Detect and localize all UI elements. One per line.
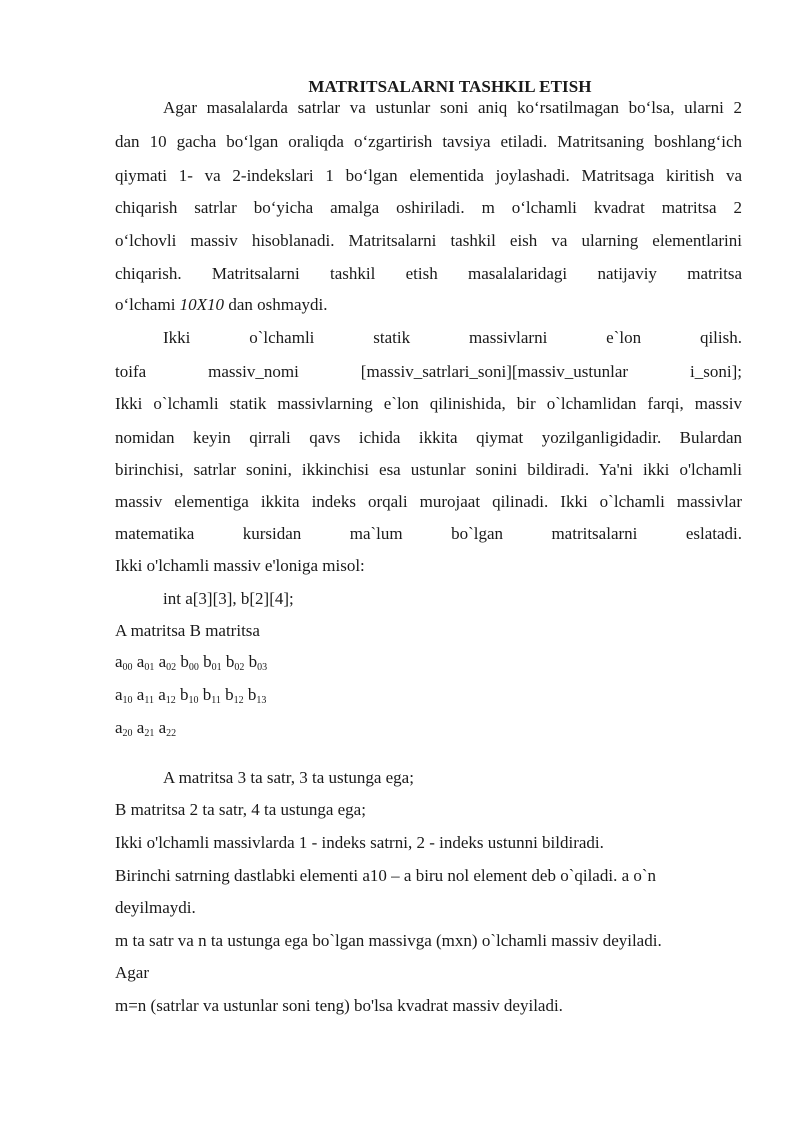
matrix-element: $b_{10}$ (180, 685, 199, 706)
matrix-element: $a_{02}$ (158, 652, 177, 673)
text-line: Ikki o`lchamli statik massivlarning e`lon qilinishida, bir o`lchamlidan farqi, massiv (115, 394, 742, 413)
matrix-element: $a_{22}$ (158, 718, 177, 739)
matrix-element: $b_{03}$ (248, 652, 268, 673)
matrix-element: $a_{00}$ (115, 652, 133, 673)
text-line: Ikki o'lchamli massivlarda 1 - indeks satrni, 2 - indeks ustunni bildiradi. (115, 833, 604, 852)
text-line: Agar masalalarda satrlar va ustunlar soni aniq koʻrsatilmagan boʻlsa, ularni 2 (163, 98, 742, 117)
matrix-element: $b_{00}$ (180, 652, 199, 673)
matrix-element: $a_{01}$ (136, 652, 155, 673)
matrix-header: A matritsa B matritsa (115, 621, 260, 640)
text-line: Birinchi satrning dastlabki elementi a10 – a biru nol element deb o`qiladi. a o`n (115, 866, 657, 885)
text-line: dan 10 gacha boʻlgan oraliqda oʻzgartirish tavsiya etiladi. Matritsaning boshlangʻich (115, 132, 742, 151)
text-line: B matritsa 2 ta satr, 4 ta ustunga ega; (115, 800, 366, 819)
matrix-element: $b_{01}$ (203, 652, 222, 673)
matrix-row (115, 717, 742, 745)
text-line (115, 294, 742, 316)
matrix-element: $b_{11}$ (202, 685, 221, 706)
text-line: chiqarish satrlar boʻyicha amalga oshiriladi. m oʻlchamli kvadrat matritsa 2 (115, 198, 742, 217)
text-line: birinchisi, satrlar sonini, ikkinchisi esa ustunlar sonini bildiradi. Ya'ni ikki o'lchamli (115, 460, 742, 479)
matrix-row (115, 684, 742, 712)
matrix-row (115, 651, 742, 679)
text-fragment: dan oshmaydi. (228, 295, 328, 314)
text-line: chiqarish. Matritsalarni tashkil etish masalalaridagi natijaviy matritsa (115, 264, 742, 283)
text-line: m=n (satrlar va ustunlar soni teng) bo'lsa kvadrat massiv deyiladi. (115, 996, 563, 1015)
matrix-size-text: 10X10 (179, 295, 225, 314)
text-line: Ikki o'lchamli massiv e'loniga misol: (115, 556, 365, 575)
matrix-element: $a_{12}$ (158, 685, 176, 706)
matrix-element: $b_{02}$ (225, 652, 245, 673)
text-line: qiymati 1- va 2-indekslari 1 boʻlgan elementida joylashadi. Matritsaga kiritish va (115, 166, 742, 185)
text-line: Agar (115, 963, 149, 982)
matrix-element: $b_{13}$ (247, 685, 267, 706)
matrix-element: $b_{12}$ (225, 685, 244, 706)
text-line: matematika kursidan ma`lum bo`lgan matritsalarni eslatadi. (115, 524, 742, 543)
matrix-element: $a_{11}$ (136, 685, 154, 706)
text-line: oʻlchovli massiv hisoblanadi. Matritsalarni tashkil eish va ularning elementlarini (115, 231, 742, 250)
matrix-element: $a_{21}$ (136, 718, 155, 739)
text-fragment: oʻlchami (115, 295, 176, 314)
text-line: deyilmaydi. (115, 898, 196, 917)
page-title: MATRITSALARNI TASHKIL ETISH (308, 77, 592, 96)
text-line: m ta satr va n ta ustunga ega bo`lgan massivga (mxn) o`lchamli massiv deyiladi. (115, 931, 662, 950)
text-line: A matritsa 3 ta satr, 3 ta ustunga ega; (163, 768, 414, 787)
matrix-element: $a_{10}$ (115, 685, 133, 706)
text-line: nomidan keyin qirrali qavs ichida ikkita qiymat yozilganligidadir. Bulardan (115, 428, 742, 447)
code-example: int a[3][3], b[2][4]; (163, 589, 294, 608)
syntax-line: toifa massiv_nomi [massiv_satrlari_soni][massiv_ustunlar i_soni]; (115, 362, 742, 381)
section-heading: Ikki o`lchamli statik massivlarni e`lon qilish. (163, 328, 742, 347)
matrix-element: $a_{20}$ (115, 718, 133, 739)
text-line: massiv elementiga ikkita indeks orqali murojaat qilinadi. Ikki o`lchamli massivlar (115, 492, 742, 511)
